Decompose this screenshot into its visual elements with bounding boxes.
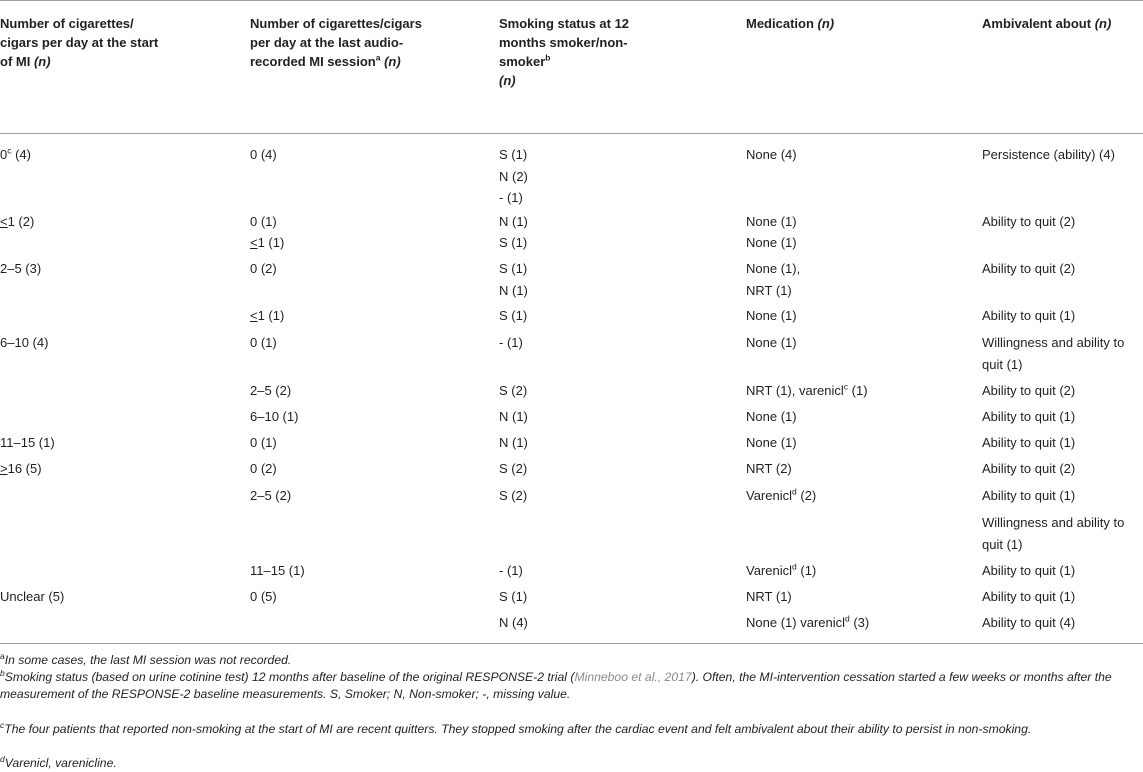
table-cell: None (1) [746,214,797,229]
table-cell: Ability to quit (1) [982,435,1076,450]
table-cell: Ability to quit (2) [982,261,1076,276]
table-cell: Ability to quit (2) [982,383,1076,398]
table-cell: S (1) [499,308,528,323]
table-cell: 0 (1) [250,335,277,350]
table-cell: N (1) [499,435,528,450]
table-cell: NRT (1) [746,589,792,604]
table-cell: N (1) [499,409,528,424]
table-cell: Willingness and ability to quit (1) [982,335,1125,372]
footnote-a: $^a$In some cases, the last MI session was not recorded. [0,650,292,667]
table-cell: - (1) [499,563,523,578]
table-cell: 6–10 (4) [0,335,49,350]
table-cell: 0 (2) [250,461,277,476]
footnote-b: $^b$Smoking status (based on urine cotinine test) 12 months after baseline of the original RESPONSE-2 trial (Minneboo et al., 2017). Often, the MI-intervention cessation started a few weeks or months after the measurement of the RESPONSE-2 baseline measurements. S, Smoker; N, Non-smoker; -, missing value. [0,667,1112,701]
table-cell: 0 (1) [250,435,277,450]
table-cell: 0 (5) [250,589,277,604]
table-cell: 2–5 (2) [250,488,292,503]
table-cell: S (1) N (2) - (1) [499,147,528,205]
table-cell: Willingness and ability to quit (1) [982,515,1125,552]
table-cell: 11–15 (1) [0,435,55,450]
table-cell: None (4) [746,147,797,162]
header-bottom-rule [0,133,1143,134]
table-cell: Varenicl$^d$ (2) [746,486,817,503]
table-cell: 6–10 (1) [250,409,299,424]
header-smoking-status: Smoking status at 12 months smoker/non-smoker$^b$ (n) [499,16,630,88]
table-cell: <1 (1) [250,308,285,323]
table-cell: 2–5 (2) [250,383,292,398]
table-cell: S (1) [499,235,528,250]
table-cell: 0 (1) [250,214,277,229]
footnote-c: $^c$The four patients that reported non-smoking at the start of MI are recent quitters. They stopped smoking after the cardiac event and felt ambivalent about their ability to persist in non-smoking. [0,719,1032,736]
table-cell: None (1) [746,308,797,323]
table-cell: None (1) [746,335,797,350]
table-cell: Ability to quit (1) [982,563,1076,578]
table-cell: Unclear (5) [0,589,65,604]
table-cell: S (2) [499,461,528,476]
table-cell: - (1) [499,335,523,350]
footnote-d: $^d$Varenicl, varenicline. [0,753,117,770]
header-ambivalent-about: Ambivalent about (n) [982,16,1112,31]
table-cell: <1 (1) [250,235,285,250]
table-cell: 0 (2) [250,261,277,276]
table-cell: Persistence (ability) (4) [982,147,1115,162]
table-cell: Ability to quit (1) [982,488,1076,503]
table-cell: NRT (2) [746,461,792,476]
table-cell: Ability to quit (2) [982,461,1076,476]
header-cigarettes-last-session: Number of cigarettes/cigars per day at the last audio-recorded MI session$^a$ (n) [250,16,422,69]
table-cell: 2–5 (3) [0,261,42,276]
table-cell: S (1) [499,589,528,604]
citation-link[interactable]: Minneboo et al., 2017 [574,670,692,684]
table-cell: NRT (1), varenicl$^c$ (1) [746,381,868,398]
table-cell: 0 (4) [250,147,277,162]
table-cell: Ability to quit (4) [982,615,1076,630]
header-cigarettes-start: Number of cigarettes/ cigars per day at the start of MI (n) [0,16,159,69]
table-cell: None (1), NRT (1) [746,261,801,298]
table-cell: N (4) [499,615,528,630]
table-cell: None (1) varenicl$^d$ (3) [746,613,870,630]
table-cell: S (1) N (1) [499,261,528,298]
table-cell: S (2) [499,488,528,503]
table-cell: <1 (2) [0,214,35,229]
table-cell: S (2) [499,383,528,398]
table-cell: Ability to quit (1) [982,409,1076,424]
table-cell: Ability to quit (1) [982,308,1076,323]
table-top-rule [0,0,1143,1]
table-cell: 11–15 (1) [250,563,305,578]
table-bottom-rule [0,643,1143,644]
table-cell: None (1) [746,435,797,450]
table-cell: N (1) [499,214,528,229]
table-cell: 0$^c$ (4) [0,145,31,162]
table-cell: Ability to quit (2) [982,214,1076,229]
table-cell: >16 (5) [0,461,42,476]
table-cell: None (1) [746,409,797,424]
table-cell: Varenicl$^d$ (1) [746,561,817,578]
header-medication: Medication (n) [746,16,835,31]
table-cell: None (1) [746,235,797,250]
table-cell: Ability to quit (1) [982,589,1076,604]
